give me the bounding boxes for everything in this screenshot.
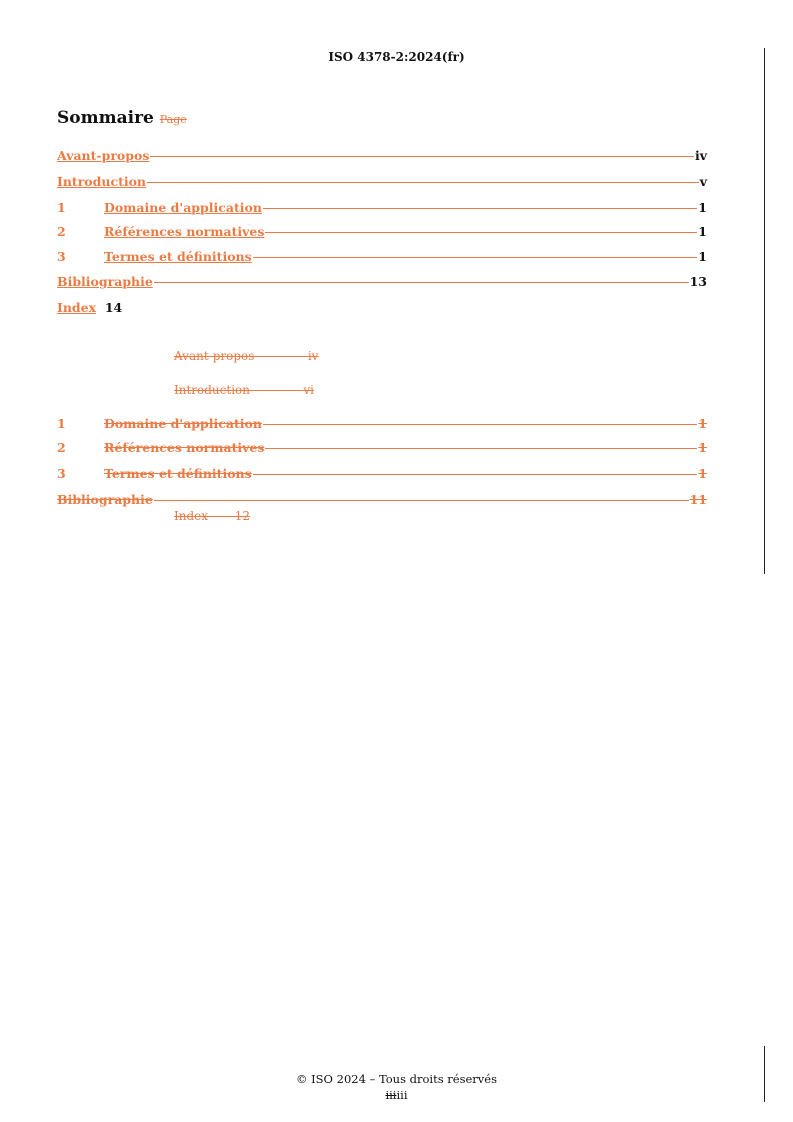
toc-entry-page: 14 [104,300,123,315]
deleted-toc-entry [57,466,707,484]
toc-entry-page: 1 [698,466,707,481]
toc-entry-page: 1 [698,440,707,455]
toc-entry-number: 3 [57,466,66,481]
toc-leader [147,182,699,183]
toc-entry-page: 1 [698,249,707,264]
toc-entry-label [57,224,264,239]
toc-entry-label: Bibliographie [57,274,153,289]
toc-leader [263,208,697,209]
contents-title [57,108,187,128]
toc-entry-text: Domaine d'application [104,200,262,215]
deleted-toc-entry: Avant-propos iv [174,349,319,363]
change-bar [764,48,765,574]
toc-entry-number: 2 [57,224,66,239]
toc-entry-number: 1 [57,416,66,431]
page-number [0,1088,793,1102]
toc-entry-page: iv [694,148,707,163]
toc-entry-page: 1 [698,224,707,239]
contents-title-text: Sommaire [57,108,154,128]
toc-entry-text: Termes et définitions [104,466,252,481]
deleted-toc-entry: Introduction vi [174,383,315,397]
toc-entry-page: 11 [689,492,707,507]
toc-entry-page: 1 [698,200,707,215]
document-header: ISO 4378-2:2024(fr) [328,50,465,64]
toc-entry-label [57,440,264,455]
toc-entry[interactable] [57,249,707,267]
deleted-toc-entry [57,440,707,458]
toc-entry-label: Index [57,300,97,315]
toc-entry-text: Références normatives [104,224,265,239]
toc-leader [265,448,697,449]
toc-entry-label [57,200,262,215]
toc-leader [265,232,697,233]
toc-entry-number: 2 [57,440,66,455]
toc-leader [154,282,689,283]
toc-entry[interactable] [57,224,707,242]
page-number-new: iii [396,1088,408,1102]
toc-entry[interactable] [57,274,707,292]
toc-leader [154,500,689,501]
toc-entry-label: Introduction [57,174,147,189]
toc-leader [253,474,698,475]
page-column-label: Page [159,113,187,126]
toc-entry-number: 1 [57,200,66,215]
toc-entry-label [57,416,262,431]
toc-entry-text: Termes et définitions [104,249,252,264]
toc-entry[interactable] [57,200,707,218]
toc-entry-page: v [699,174,707,189]
page-number-old: iii [385,1088,397,1102]
toc-entry-text: Références normatives [104,440,265,455]
toc-entry-page: 1 [698,416,707,431]
toc-entry-number: 3 [57,249,66,264]
toc-entry-text: Domaine d'application [104,416,262,431]
toc-entry-label [57,249,252,264]
toc-entry-label [57,466,252,481]
deleted-toc-entry: Index 12 [174,509,250,523]
toc-leader [253,257,698,258]
toc-entry[interactable] [57,174,707,192]
toc-entry-label: Avant-propos [57,148,150,163]
copyright-footer: © ISO 2024 – Tous droits réservés [295,1072,497,1086]
deleted-toc-entry [57,492,707,510]
toc-entry[interactable] [57,148,707,166]
deleted-toc-entry [57,416,707,434]
toc-entry-label: Bibliographie [57,492,153,507]
toc-leader [150,156,694,157]
toc-leader [263,424,697,425]
toc-entry-page: 13 [689,274,707,289]
toc-entry-index[interactable] [57,300,122,315]
